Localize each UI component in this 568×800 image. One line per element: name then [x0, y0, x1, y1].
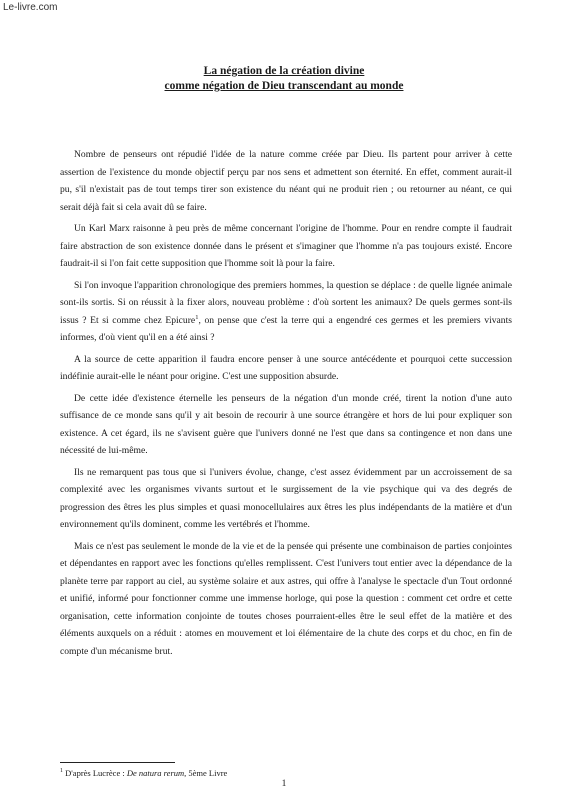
- paragraph-3-text-after: , on pense que c'est la terre qui a engendré ces germes et les premiers vivants informes, d'où vient qu'il en a été ainsi ?: [60, 314, 512, 343]
- paragraph-7: Mais ce n'est pas seulement le monde de la vie et de la pensée qui présente une combinaison de parties conjointes et dépendantes en rapport avec les fonctions qu'elles remplissent. C'est l'univers tout entier avec la dépendance de la planète terre par rapport au ciel, au système solaire et aux astres, qui offre à l'analyse le spectacle d'un Tout ordonné et unifié, informé pour fonctionner comme une immense horloge, qui pose la question : comment cet ordre et cette organisation, cette information conjointe de toutes choses pourraient-elles être le seul effet de la matière et des éléments auxquels on a réduit : atomes en mouvement et loi élémentaire de la chute des corps et du choc, en fin de compte d'un mécanisme brut.: [60, 540, 512, 657]
- footnote-text-after: , 5ème Livre: [184, 767, 228, 778]
- paragraph-3-text-before: Si l'on invoque l'apparition chronologique des premiers hommes, la question se déplace : de quelle lignée animale sont-ils sortis. Si on réussit à la fixer alors, nouveau problème : d'où sortent les animaux? De quels germes sont-ils issus ? Et si comme chez Epicure: [60, 279, 512, 326]
- paragraph-1: Nombre de penseurs ont répudié l'idée de la nature comme créée par Dieu. Ils partent pour arriver à cette assertion de l'existence du monde objectif perçu par nos sens et admettent son éternité. En effet, comment aurait-il pu, s'il n'existait pas de tout temps tirer son existence du néant qui ne produit rien ; ou retourner au néant, ce qui serait déjà fait si cela avait dû se faire.: [60, 149, 512, 213]
- document-title: [0, 64, 568, 94]
- paragraph-5: De cette idée d'existence éternelle les penseurs de la négation d'un monde créé, tirent la notion d'une auto suffisance de ce monde sans qu'il y ait besoin de recourir à une source étrangère et hors de lui pour expliquer son existence. A cet égard, ils ne s'avisent guère que l'univers donné ne l'est que dans sa contingence et non dans une nécessité de lui-même.: [60, 392, 512, 456]
- footnote: [60, 766, 227, 779]
- watermark: Le-livre.com: [3, 2, 58, 13]
- footnote-marker: 1: [60, 768, 63, 774]
- paragraph-2: Un Karl Marx raisonne à peu près de même concernant l'origine de l'homme. Pour en rendre compte il faudrait faire abstraction de son existence donnée dans le présent et s'imaginer que l'homme n'a pas toujours existé. Encore faudrait-il si l'on fait cette supposition que l'homme soit là pour la faire.: [60, 223, 512, 269]
- footnote-work-title: De natura rerum: [126, 767, 185, 778]
- paragraph-4: A la source de cette apparition il faudra encore penser à une source antécédente et pourquoi cette succession indéfinie aurait-elle le néant pour origine. C'est une supposition absurde.: [60, 353, 512, 382]
- footnote-text-before: D'après Lucrèce :: [65, 767, 127, 778]
- footnote-rule: [60, 762, 175, 763]
- paragraph-3: [60, 277, 512, 347]
- paragraph-6: Ils ne remarquent pas tous que si l'univers évolue, change, c'est assez évidemment par un accroissement de sa complexité avec les organismes vivants surtout et le surgissement de la vie psychique qui va des degrés de progression des êtres les plus simples et quasi monocellulaires aux êtres les plus indépendants de la matière et d'un environnement qu'ils dominent, comme les vertébrés et l'homme.: [60, 466, 512, 530]
- body-text: [60, 146, 512, 664]
- title-line-1: La négation de la création divine: [203, 65, 365, 77]
- page-number: 1: [281, 779, 287, 789]
- title-line-2: comme négation de Dieu transcendant au monde: [164, 80, 404, 92]
- footnote-reference: 1: [195, 313, 199, 321]
